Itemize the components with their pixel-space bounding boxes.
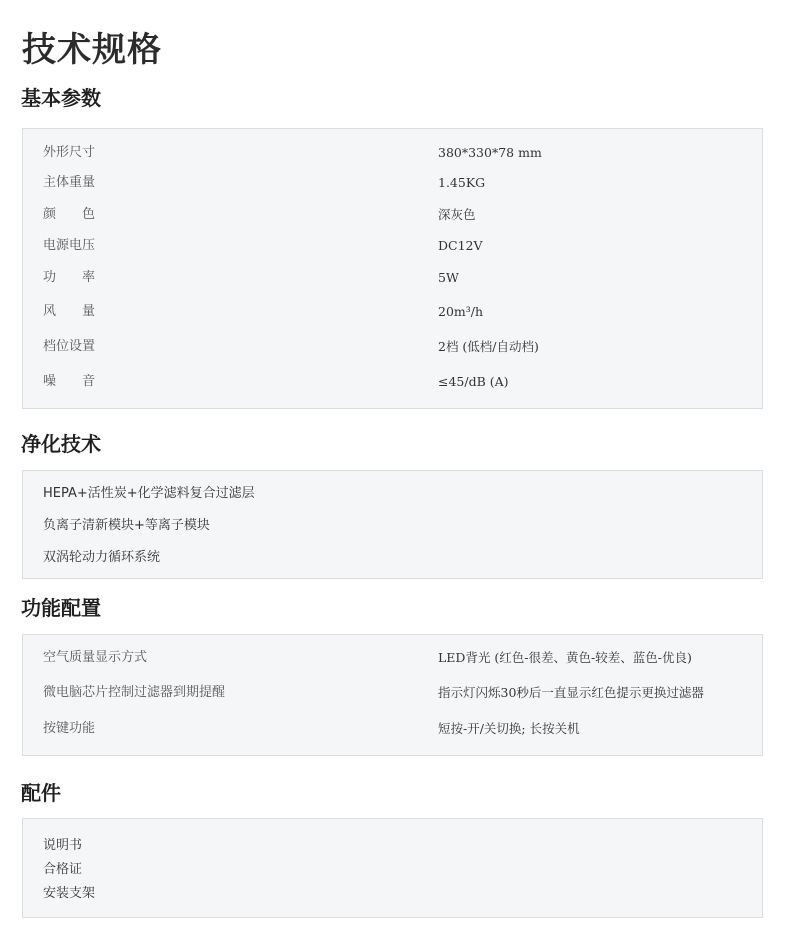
feature-value: LED背光 (红色-很差、黄色-较差、蓝色-优良) [438,650,692,665]
spec-label: 主体重量 [43,175,96,190]
page-title: 技术规格 [22,30,162,70]
spec-label: 功 率 [43,270,96,285]
section-title-features: 功能配置 [21,596,101,620]
spec-row [23,235,762,257]
spec-value: DC12V [438,238,483,253]
accessory-item: 说明书 [43,838,83,853]
features-box [22,634,763,756]
feature-value: 短按-开/关切换; 长按关机 [438,721,580,736]
spec-row [23,336,762,358]
section-title-basic: 基本参数 [21,86,101,110]
spec-value: 1.45KG [438,175,486,190]
spec-value: 380*330*78 mm [438,145,542,160]
spec-row [23,371,762,393]
spec-value: 2档 (低档/自动档) [438,339,539,354]
spec-value: ≤45/dB (A) [438,374,509,389]
spec-label: 噪 音 [43,374,96,389]
feature-label: 空气质量显示方式 [43,650,148,665]
feature-value: 指示灯闪烁30秒后一直显示红色提示更换过滤器 [438,685,704,700]
spec-label: 电源电压 [43,238,96,253]
spec-label: 外形尺寸 [43,145,96,160]
feature-row [23,718,762,740]
accessories-box [22,818,763,918]
spec-row [23,142,762,164]
spec-value: 5W [438,270,459,285]
spec-value: 深灰色 [438,207,476,222]
purify-item: 双涡轮动力循环系统 [43,550,161,565]
feature-row [23,682,762,704]
spec-row [23,172,762,194]
spec-row [23,301,762,323]
purify-item: 负离子清新模块+等离子模块 [43,518,210,533]
purify-box [22,470,763,579]
spec-label: 档位设置 [43,339,96,354]
feature-label: 按键功能 [43,721,96,736]
purify-item: HEPA+活性炭+化学滤料复合过滤层 [43,486,255,501]
section-title-purify: 净化技术 [21,432,101,456]
spec-label: 风 量 [43,304,96,319]
accessory-item: 安装支架 [43,886,96,901]
spec-row [23,204,762,226]
feature-row [23,647,762,669]
accessory-item: 合格证 [43,862,83,877]
section-title-accessories: 配件 [21,781,61,805]
spec-value: 20m³/h [438,304,484,319]
basic-params-box [22,128,763,409]
spec-row [23,267,762,289]
spec-label: 颜 色 [43,207,96,222]
feature-label: 微电脑芯片控制过滤器到期提醒 [43,685,226,700]
